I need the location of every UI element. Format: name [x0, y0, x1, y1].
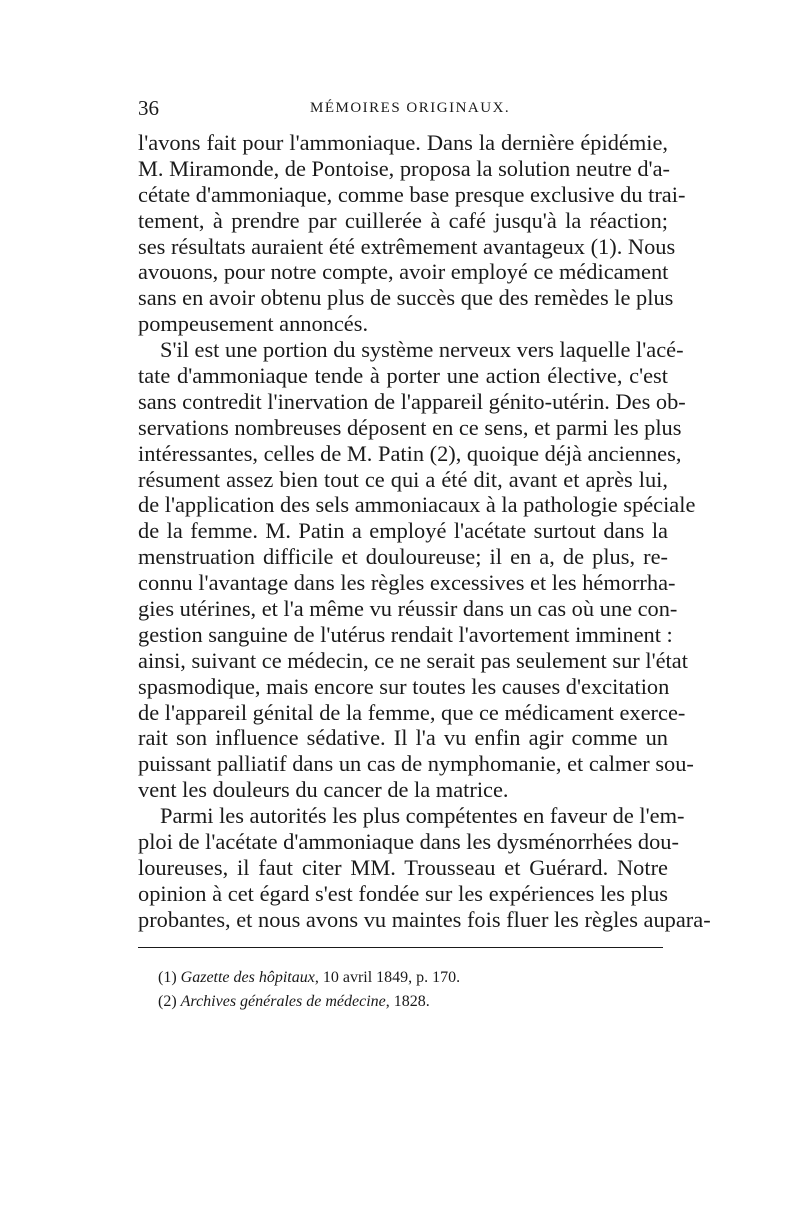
paragraph — [138, 130, 686, 337]
footnote-source: Archives générales de médecine — [180, 992, 386, 1010]
footnotes — [138, 966, 668, 1014]
text-line: rait son influence sédative. Il l'a vu enfin agir comme un — [138, 725, 668, 751]
text-line: sans contredit l'inervation de l'appareil génito-utérin. Des ob- — [138, 388, 686, 414]
text-line: intéressantes, celles de M. Patin (2), quoique déjà anciennes, — [138, 440, 682, 466]
text-line: vent les douleurs du cancer de la matrice. — [138, 777, 509, 803]
footnote-detail: , 1828. — [385, 992, 430, 1010]
footnote-detail: , 10 avril 1849, p. 170. — [314, 968, 461, 986]
footnote — [158, 966, 668, 990]
text-line: M. Miramonde, de Pontoise, proposa la solution neutre d'a- — [138, 155, 670, 181]
page-number: 36 — [138, 96, 159, 120]
text-line: Parmi les autorités les plus compétentes en faveur de l'em- — [160, 803, 685, 829]
text-line: gestion sanguine de l'utérus rendait l'avortement imminent : — [138, 621, 673, 647]
text-line: tement, à prendre par cuillerée à café jusqu'à la réaction; — [138, 207, 668, 233]
footnote-mark: (1) — [158, 968, 177, 986]
footnote-divider — [138, 947, 663, 948]
text-line: cétate d'ammoniaque, comme base presque exclusive du trai- — [138, 181, 686, 207]
text-line: ainsi, suivant ce médecin, ce ne serait pas seulement sur l'état — [138, 647, 688, 673]
footnote-source: Gazette des hôpitaux — [180, 968, 315, 986]
text-line: S'il est une portion du système nerveux vers laquelle l'acé- — [160, 337, 684, 363]
text-line: de l'appareil génital de la femme, que ce médicament exerce- — [138, 699, 686, 725]
text-line: de l'application des sels ammoniacaux à la pathologie spéciale — [138, 492, 696, 518]
text-line: menstruation difficile et douloureuse; il en a, de plus, re- — [138, 544, 668, 570]
text-line: pompeusement annoncés. — [138, 311, 369, 337]
text-line: résument assez bien tout ce qui a été dit, avant et après lui, — [138, 466, 668, 492]
running-title: MÉMOIRES ORIGINAUX. — [310, 100, 511, 116]
text-line: tate d'ammoniaque tende à porter une action élective, c'est — [138, 363, 668, 389]
text-line: ses résultats auraient été extrêmement avantageux (1). Nous — [138, 233, 676, 259]
text-line: de la femme. M. Patin a employé l'acétate surtout dans la — [138, 518, 668, 544]
text-line: gies utérines, et l'a même vu réussir dans un cas où une con- — [138, 596, 678, 622]
page-header — [138, 96, 668, 130]
text-line: l'avons fait pour l'ammoniaque. Dans la dernière épidémie, — [138, 130, 668, 155]
text-line: connu l'avantage dans les règles excessives et les hémorrha- — [138, 570, 676, 596]
book-page — [138, 96, 711, 1014]
text-line: servations nombreuses déposent en ce sens, et parmi les plus — [138, 414, 682, 440]
text-line: spasmodique, mais encore sur toutes les causes d'excitation — [138, 673, 670, 699]
body-text — [138, 130, 711, 933]
text-line: puissant palliatif dans un cas de nymphomanie, et calmer sou- — [138, 751, 694, 777]
text-line: opinion à cet égard s'est fondée sur les expériences les plus — [138, 880, 668, 906]
footnote — [158, 990, 668, 1014]
footnote-mark: (2) — [158, 992, 177, 1010]
paragraph — [138, 803, 711, 932]
paragraph — [138, 337, 696, 803]
text-line: probantes, et nous avons vu maintes fois fluer les règles aupara- — [138, 906, 711, 932]
text-line: ploi de l'acétate d'ammoniaque dans les dysménorrhées dou- — [138, 829, 679, 855]
text-line: avouons, pour notre compte, avoir employé ce médicament — [138, 259, 669, 285]
text-line: loureuses, il faut citer MM. Trousseau et Guérard. Notre — [138, 854, 668, 880]
text-line: sans en avoir obtenu plus de succès que des remèdes le plus — [138, 285, 674, 311]
